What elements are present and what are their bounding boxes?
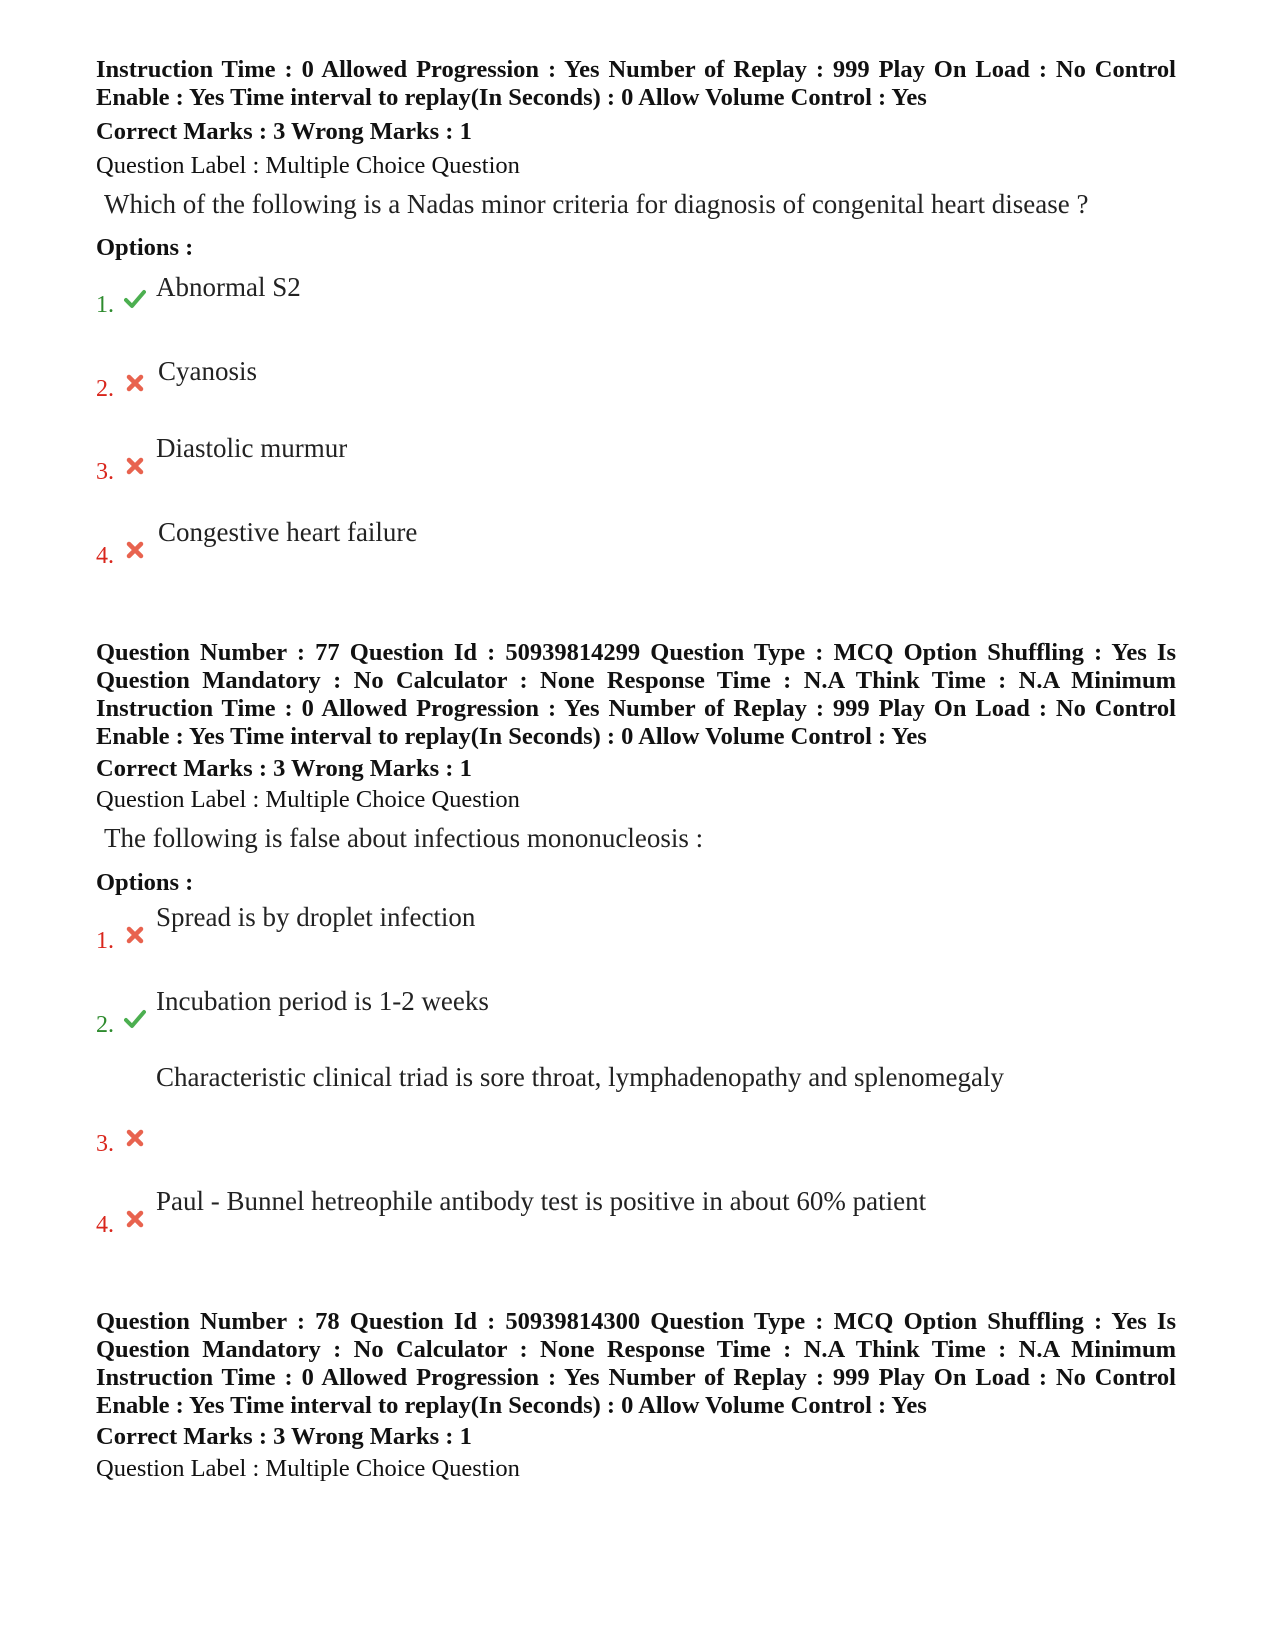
option-text: Congestive heart failure: [158, 517, 418, 547]
cross-icon: [124, 455, 146, 477]
option-number: 2.: [96, 376, 114, 402]
option-number: 2.: [96, 1012, 114, 1038]
options-heading: Options :: [96, 869, 194, 896]
question-label: Question Label : Multiple Choice Question: [96, 152, 520, 179]
option-text: Abnormal S2: [156, 272, 301, 302]
option-number: 3.: [96, 1131, 114, 1157]
option-number: 4.: [96, 543, 114, 569]
cross-icon: [124, 539, 146, 561]
question-marks: Correct Marks : 3 Wrong Marks : 1: [96, 118, 472, 145]
option-text: Characteristic clinical triad is sore throat, lymphadenopathy and splenomegaly: [156, 1062, 1004, 1092]
question-meta: Instruction Time : 0 Allowed Progression : Yes Number of Replay : 999 Play On Load : No Control Enable : Yes Time interval to replay(In Seconds) : 0 Allow Volume Control : Yes: [96, 56, 1176, 111]
question-marks: Correct Marks : 3 Wrong Marks : 1: [96, 755, 472, 782]
question-label: Question Label : Multiple Choice Question: [96, 1455, 520, 1482]
options-heading: Options :: [96, 234, 194, 261]
question-meta: Question Number : 78 Question Id : 50939814300 Question Type : MCQ Option Shuffling : Yes Is Question Mandatory : No Calculator : None Response Time : N.A Think Time : N.A Minimum Instruction Time : 0 Allowed Progression : Yes Number of Replay : 999 Play On Load : No Control Enable : Yes Time interval to replay(In Seconds) : 0 Allow Volume Control : Yes: [96, 1308, 1176, 1419]
option-text: Incubation period is 1-2 weeks: [156, 986, 489, 1016]
question-marks: Correct Marks : 3 Wrong Marks : 1: [96, 1423, 472, 1450]
question-text: Which of the following is a Nadas minor criteria for diagnosis of congenital heart disease ?: [104, 189, 1089, 219]
option-text: Cyanosis: [158, 356, 258, 386]
option-text: Paul - Bunnel hetreophile antibody test is positive in about 60% patient: [156, 1186, 927, 1216]
check-icon: [124, 288, 146, 310]
cross-icon: [124, 372, 146, 394]
cross-icon: [124, 1208, 146, 1230]
question-meta: Question Number : 77 Question Id : 50939814299 Question Type : MCQ Option Shuffling : Yes Is Question Mandatory : No Calculator : None Response Time : N.A Think Time : N.A Minimum Instruction Time : 0 Allowed Progression : Yes Number of Replay : 999 Play On Load : No Control Enable : Yes Time interval to replay(In Seconds) : 0 Allow Volume Control : Yes: [96, 639, 1176, 750]
check-icon: [124, 1008, 146, 1030]
question-label: Question Label : Multiple Choice Question: [96, 786, 520, 813]
question-text: The following is false about infectious mononucleosis :: [104, 823, 704, 853]
cross-icon: [124, 924, 146, 946]
option-number: 4.: [96, 1212, 114, 1238]
option-number: 1.: [96, 292, 114, 318]
cross-icon: [124, 1127, 146, 1149]
option-number: 1.: [96, 928, 114, 954]
option-text: Diastolic murmur: [156, 433, 348, 463]
option-text: Spread is by droplet infection: [156, 902, 476, 932]
option-number: 3.: [96, 459, 114, 485]
